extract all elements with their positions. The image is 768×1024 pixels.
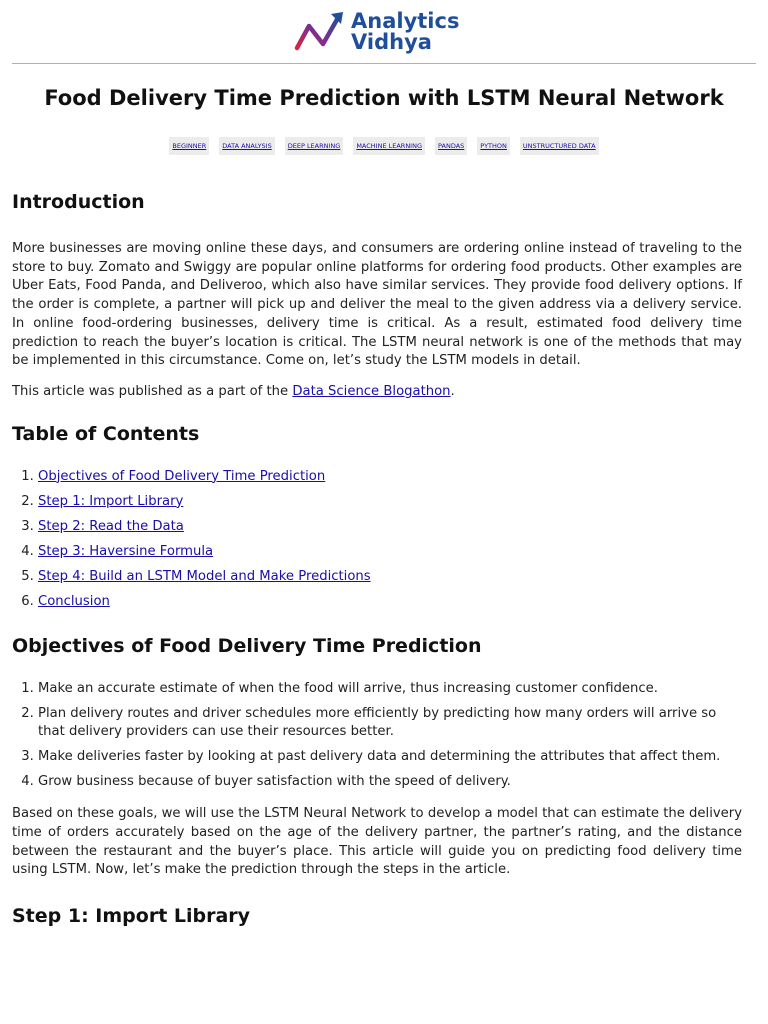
tag-deep-learning[interactable]: DEEP LEARNING: [285, 137, 344, 155]
logo-line-2: Vidhya: [351, 30, 432, 54]
tag-machine-learning[interactable]: MACHINE LEARNING: [353, 137, 425, 155]
published-suffix: .: [450, 383, 455, 399]
toc-heading: Table of Contents: [12, 422, 200, 445]
tag-unstructured-data[interactable]: UNSTRUCTURED DATA: [520, 137, 599, 155]
analytics-vidhya-logo-icon: [293, 10, 347, 54]
step1-heading: Step 1: Import Library: [12, 905, 251, 928]
toc-link-step3[interactable]: Step 3: Haversine Formula: [38, 543, 214, 559]
published-note: [12, 383, 742, 402]
tag-list: [0, 137, 768, 155]
tag-pandas[interactable]: PANDAS: [435, 137, 467, 155]
toc-item: [38, 493, 742, 512]
site-header: [12, 0, 756, 64]
toc-link-step1[interactable]: Step 1: Import Library: [38, 493, 184, 509]
toc-item: [38, 518, 742, 537]
tag-data-analysis[interactable]: DATA ANALYSIS: [219, 137, 274, 155]
toc-link-step2[interactable]: Step 2: Read the Data: [38, 518, 184, 534]
toc-list: [12, 468, 742, 612]
tag-beginner[interactable]: BEGINNER: [169, 137, 209, 155]
logo-text: [351, 11, 459, 53]
objective-item: 3. Make deliveries faster by looking at past delivery data and determining the attributes that affect them.: [38, 748, 742, 767]
toc-link-objectives[interactable]: Objectives of Food Delivery Time Prediction: [38, 468, 326, 484]
intro-paragraph: More businesses are moving online these days, and consumers are ordering online instead of traveling to the store to buy. Zomato and Swiggy are popular online platforms for ordering food products. Other examples are Uber Eats, Food Panda, and Deliveroo, which also have similar services. They provide food delivery options. If the order is complete, a partner will pick up and deliver the meal to the given address via a delivery service. In online food-ordering businesses, delivery time is critical. As a result, estimated food delivery time prediction to reach the buyer’s location is critical. The LSTM neural network is one of the methods that may be implemented in this circumstance. Come on, let’s study the LSTM models in detail.: [12, 241, 742, 369]
objectives-heading: Objectives of Food Delivery Time Prediction: [12, 634, 482, 657]
objectives-list: [12, 680, 742, 792]
logo-line-1: Analytics: [351, 9, 460, 33]
toc-item: [38, 568, 742, 587]
article-body: [12, 186, 742, 932]
tag-python[interactable]: PYTHON: [477, 137, 510, 155]
intro-heading: Introduction: [12, 191, 145, 213]
objective-item: 2. Plan delivery routes and driver schedules more efficiently by predicting how many orders will arrive so that delivery providers can use their resources better.: [38, 705, 742, 742]
toc-item: [38, 593, 742, 612]
published-prefix: This article was published as a part of the: [12, 383, 293, 399]
objective-item: 4. Grow business because of buyer satisfaction with the speed of delivery.: [38, 773, 742, 792]
objective-item: 1. Make an accurate estimate of when the food will arrive, thus increasing customer confidence.: [38, 680, 742, 699]
site-logo[interactable]: [293, 10, 459, 54]
toc-link-conclusion[interactable]: Conclusion: [38, 594, 110, 610]
article-title: Food Delivery Time Prediction with LSTM Neural Network: [44, 86, 724, 110]
toc-item: [38, 468, 742, 487]
goals-paragraph: Based on these goals, we will use the LSTM Neural Network to develop a model that can estimate the delivery time of orders accurately based on the age of the delivery partner, the partner’s rating, and the distance between the restaurant and the buyer’s place. This article will guide you on predicting food delivery time using LSTM. Now, let’s make the prediction through the steps in the article.: [12, 806, 742, 878]
toc-item: [38, 543, 742, 562]
toc-link-step4[interactable]: Step 4: Build an LSTM Model and Make Predictions: [38, 569, 371, 584]
blogathon-link[interactable]: Data Science Blogathon: [292, 383, 451, 399]
